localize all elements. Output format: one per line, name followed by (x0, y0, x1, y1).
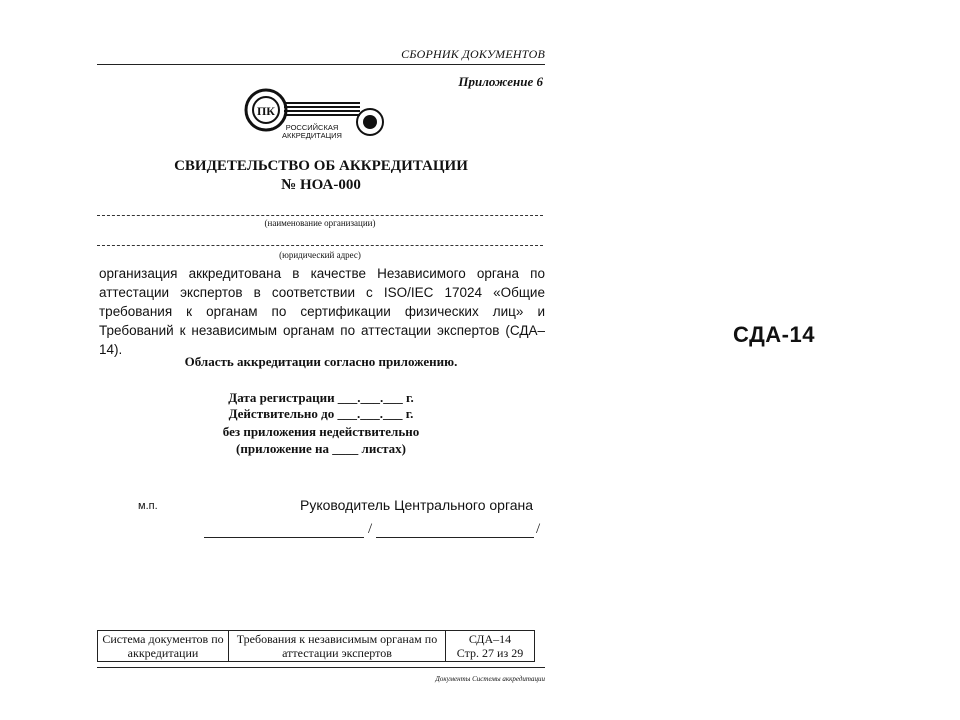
certificate-number: № НОА-000 (281, 177, 361, 193)
footer-divider (97, 667, 545, 668)
appendix-sheets: (приложение на ____ листах) (236, 441, 406, 456)
invalid-without-appendix: без приложения недействительно (222, 424, 420, 439)
signature-line (204, 537, 364, 538)
org-name-line (97, 215, 543, 216)
accreditation-scope: Область аккредитации согласно приложению. (184, 354, 458, 369)
legal-address-line (97, 245, 543, 246)
logo-text-line1: РОССИЙСКАЯ (285, 123, 339, 132)
footer-requirements-cell: Требования к независимым органам по аттестации экспертов (229, 631, 446, 662)
name-line (376, 537, 534, 538)
seal-place: м.п. (138, 500, 158, 512)
org-name-caption: (наименование организации) (264, 218, 376, 228)
footer-note: Документы Системы аккредитации (435, 675, 545, 683)
footer-page-cell (446, 631, 535, 662)
accreditation-statement: организация аккредитована в качестве Независимого органа по аттестации экспертов в соответствии с ISO/IEC 17024 «Общие требования к органам по сертификации физических лиц» и Требований к независимым органам по аттестации экспертов (СДА–14). (99, 266, 545, 357)
emblem-letters: ПК (256, 104, 276, 118)
collection-title: СБОРНИК ДОКУМЕНТОВ (401, 47, 545, 61)
document-code-label: СДА-14 (733, 322, 815, 347)
logo-text-line2: АККРЕДИТАЦИЯ (282, 131, 342, 140)
document-footer-table (97, 630, 535, 662)
accreditation-logo (244, 86, 384, 148)
certificate-title: СВИДЕТЕЛЬСТВО ОБ АККРЕДИТАЦИИ (174, 158, 468, 174)
appendix-label: Приложение 6 (458, 74, 543, 89)
valid-until: Действительно до ___.___.___ г. (228, 406, 414, 421)
head-of-central-body: Руководитель Центрального органа (300, 497, 534, 513)
signature-end-slash: / (536, 521, 541, 537)
footer-system-cell: Система документов по аккредитации (98, 631, 229, 662)
legal-address-caption: (юридический адрес) (279, 250, 361, 260)
signature-separator: / (368, 521, 373, 537)
seal-center (363, 115, 377, 129)
footer-page-number: Стр. 27 из 29 (456, 646, 524, 660)
registration-date: Дата регистрации ___.___.___ г. (228, 390, 414, 405)
footer-doc-code: СДА–14 (468, 632, 512, 646)
header-divider (97, 64, 545, 65)
